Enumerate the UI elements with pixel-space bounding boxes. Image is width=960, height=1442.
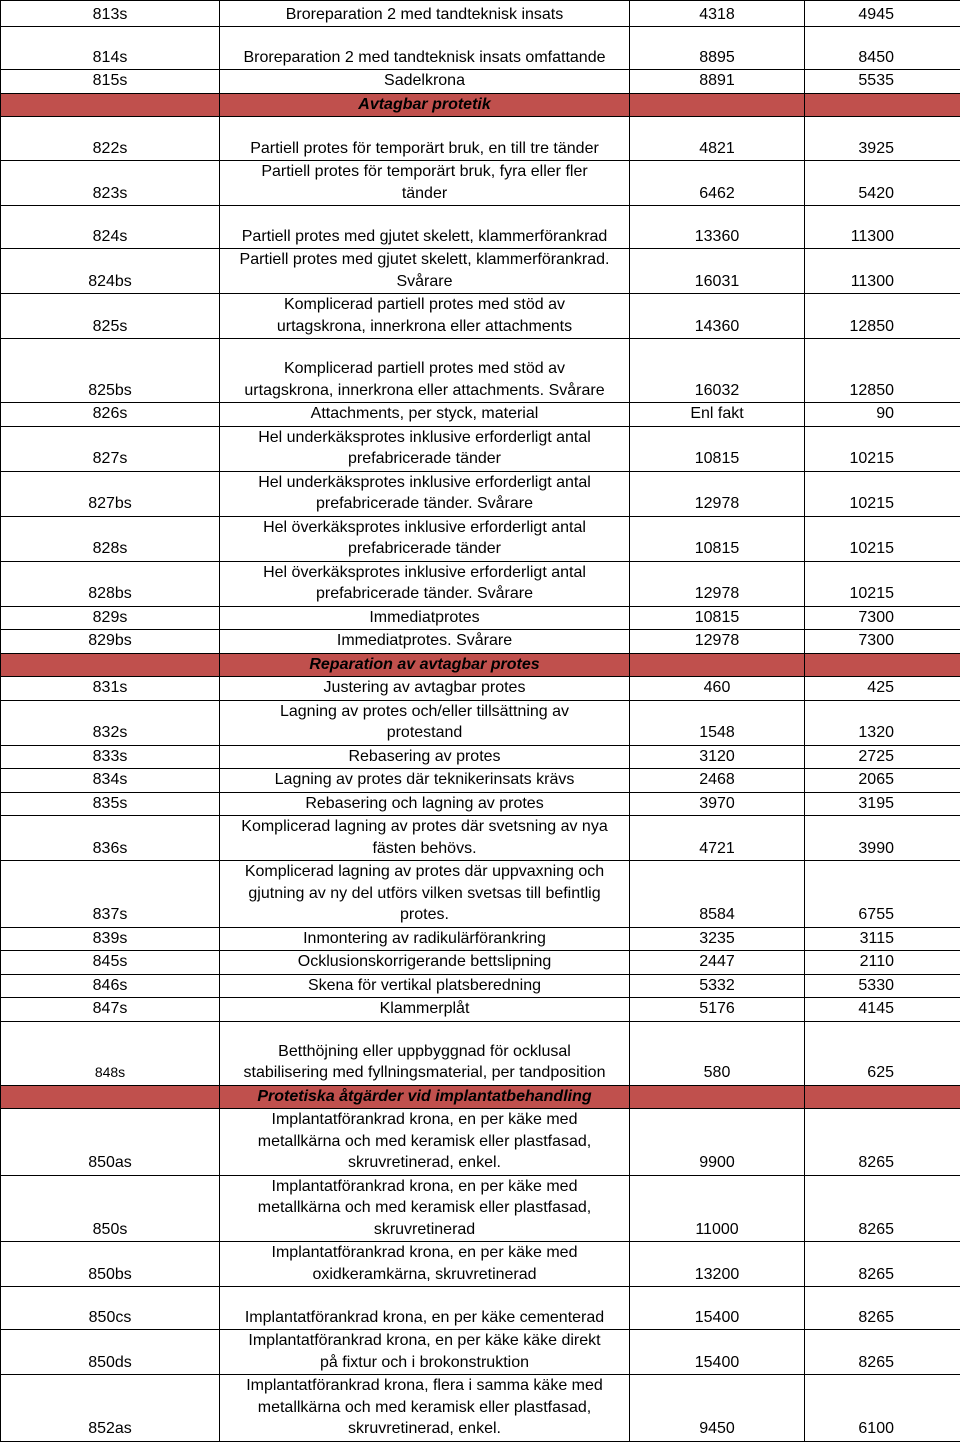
description-line: Inmontering av radikulärförankring	[223, 928, 626, 950]
reference-price-cell: 10215	[805, 426, 960, 471]
reference-price-cell: 3195	[805, 792, 960, 816]
code-cell: 828s	[1, 516, 220, 561]
description-line: Komplicerad partiell protes med stöd av	[223, 294, 626, 316]
code-cell: 829bs	[1, 630, 220, 654]
price-cell: 16032	[630, 339, 805, 403]
description-line: oxidkeramkärna, skruvretinerad	[223, 1264, 626, 1286]
code-cell: 827bs	[1, 471, 220, 516]
description-line: Partiell protes för temporärt bruk, en till tre tänder	[223, 138, 626, 160]
section-cell-blank	[630, 1085, 805, 1109]
description-line: skruvretinerad, enkel.	[223, 1418, 626, 1440]
section-cell-blank	[1, 653, 220, 677]
reference-price-cell: 11300	[805, 249, 960, 294]
description-line: Justering av avtagbar protes	[223, 677, 626, 699]
description-cell	[220, 1, 630, 27]
description-line: Partiell protes med gjutet skelett, klammerförankrad	[223, 226, 626, 248]
description-line: Broreparation 2 med tandteknisk insats	[223, 4, 626, 26]
section-cell-blank	[1, 1085, 220, 1109]
section-cell-blank	[805, 653, 960, 677]
price-cell: 2447	[630, 951, 805, 975]
description-line: Hel underkäksprotes inklusive erforderligt antal	[223, 427, 626, 449]
description-line: fästen behövs.	[223, 838, 626, 860]
price-cell: 15400	[630, 1287, 805, 1330]
description-line: urtagskrona, innerkrona eller attachments	[223, 316, 626, 338]
description-line: protestand	[223, 722, 626, 744]
description-cell	[220, 70, 630, 94]
description-cell	[220, 998, 630, 1022]
price-cell: 8891	[630, 70, 805, 94]
price-cell: 5176	[630, 998, 805, 1022]
code-cell: 834s	[1, 769, 220, 793]
section-header-row	[1, 93, 960, 117]
description-cell	[220, 1375, 630, 1442]
table-row	[1, 1287, 960, 1330]
code-cell: 837s	[1, 861, 220, 928]
reference-price-cell: 3925	[805, 117, 960, 161]
section-header-row	[1, 1085, 960, 1109]
table-row	[1, 516, 960, 561]
section-cell-blank	[1, 93, 220, 117]
table-row	[1, 606, 960, 630]
code-cell: 848s	[1, 1021, 220, 1085]
description-line: prefabricerade tänder. Svårare	[223, 493, 626, 515]
table-row	[1, 1330, 960, 1375]
table-row	[1, 161, 960, 206]
description-line: Hel överkäksprotes inklusive erforderligt antal	[223, 562, 626, 584]
description-line: Implantatförankrad krona, en per käke med	[223, 1109, 626, 1131]
table-row	[1, 426, 960, 471]
description-cell	[220, 951, 630, 975]
description-cell	[220, 27, 630, 70]
description-cell	[220, 117, 630, 161]
description-cell	[220, 294, 630, 339]
code-cell: 839s	[1, 927, 220, 951]
description-line: Attachments, per styck, material	[223, 403, 626, 425]
price-cell: 3970	[630, 792, 805, 816]
table-row	[1, 117, 960, 161]
reference-price-cell: 8265	[805, 1175, 960, 1242]
description-cell	[220, 974, 630, 998]
price-table-body	[1, 1, 960, 1442]
reference-price-cell: 2725	[805, 745, 960, 769]
description-line: på fixtur och i brokonstruktion	[223, 1352, 626, 1374]
code-cell: 850s	[1, 1175, 220, 1242]
description-line: Rebasering av protes	[223, 746, 626, 768]
price-cell: 9900	[630, 1109, 805, 1176]
table-row	[1, 677, 960, 701]
table-row	[1, 1021, 960, 1085]
code-cell: 814s	[1, 27, 220, 70]
reference-price-cell: 625	[805, 1021, 960, 1085]
description-line: Immediatprotes. Svårare	[223, 630, 626, 652]
code-cell: 835s	[1, 792, 220, 816]
description-line: Hel överkäksprotes inklusive erforderligt antal	[223, 517, 626, 539]
table-row	[1, 561, 960, 606]
description-line: Komplicerad partiell protes med stöd av	[223, 358, 626, 380]
section-cell-blank	[805, 1085, 960, 1109]
code-cell: 829s	[1, 606, 220, 630]
description-cell	[220, 1330, 630, 1375]
table-row	[1, 792, 960, 816]
description-cell	[220, 927, 630, 951]
description-line: metallkärna och med keramisk eller plastfasad,	[223, 1197, 626, 1219]
reference-price-cell: 10215	[805, 471, 960, 516]
reference-price-cell: 1320	[805, 700, 960, 745]
description-cell	[220, 1175, 630, 1242]
code-cell: 836s	[1, 816, 220, 861]
description-line: Broreparation 2 med tandteknisk insats omfattande	[223, 47, 626, 69]
section-title: Avtagbar protetik	[220, 93, 630, 117]
reference-price-cell: 8265	[805, 1242, 960, 1287]
code-cell: 825s	[1, 294, 220, 339]
section-cell-blank	[630, 93, 805, 117]
table-row	[1, 1242, 960, 1287]
price-cell: 10815	[630, 606, 805, 630]
code-cell: 825bs	[1, 339, 220, 403]
price-cell: 460	[630, 677, 805, 701]
description-line: Svårare	[223, 271, 626, 293]
price-cell: 12978	[630, 630, 805, 654]
description-cell	[220, 426, 630, 471]
price-cell: 580	[630, 1021, 805, 1085]
description-line: stabilisering med fyllningsmaterial, per tandposition	[223, 1062, 626, 1084]
description-line: Implantatförankrad krona, en per käke med	[223, 1176, 626, 1198]
price-cell: Enl fakt	[630, 403, 805, 427]
reference-price-cell: 7300	[805, 606, 960, 630]
description-line: Ocklusionskorrigerande bettslipning	[223, 951, 626, 973]
reference-price-cell: 5420	[805, 161, 960, 206]
price-cell: 12978	[630, 471, 805, 516]
description-cell	[220, 161, 630, 206]
reference-price-cell: 7300	[805, 630, 960, 654]
reference-price-cell: 8450	[805, 27, 960, 70]
table-row	[1, 1375, 960, 1442]
table-row	[1, 630, 960, 654]
description-line: Lagning av protes och/eller tillsättning av	[223, 701, 626, 723]
code-cell: 824bs	[1, 249, 220, 294]
table-row	[1, 471, 960, 516]
section-header-row	[1, 653, 960, 677]
table-row	[1, 27, 960, 70]
description-cell	[220, 206, 630, 249]
description-cell	[220, 1287, 630, 1330]
description-line: Komplicerad lagning av protes där uppvaxning och	[223, 861, 626, 883]
table-row	[1, 206, 960, 249]
reference-price-cell: 6100	[805, 1375, 960, 1442]
code-cell: 833s	[1, 745, 220, 769]
table-row	[1, 816, 960, 861]
code-cell: 850bs	[1, 1242, 220, 1287]
price-cell: 4318	[630, 1, 805, 27]
table-row	[1, 70, 960, 94]
reference-price-cell: 90	[805, 403, 960, 427]
reference-price-cell: 10215	[805, 516, 960, 561]
table-row	[1, 951, 960, 975]
code-cell: 827s	[1, 426, 220, 471]
description-line: prefabricerade tänder. Svårare	[223, 583, 626, 605]
reference-price-cell: 5330	[805, 974, 960, 998]
table-row	[1, 249, 960, 294]
reference-price-cell: 12850	[805, 339, 960, 403]
price-cell: 14360	[630, 294, 805, 339]
code-cell: 822s	[1, 117, 220, 161]
description-cell	[220, 471, 630, 516]
reference-price-cell: 12850	[805, 294, 960, 339]
reference-price-cell: 425	[805, 677, 960, 701]
description-line: skruvretinerad, enkel.	[223, 1152, 626, 1174]
reference-price-cell: 8265	[805, 1287, 960, 1330]
description-line: Betthöjning eller uppbyggnad för ocklusal	[223, 1041, 626, 1063]
code-cell: 826s	[1, 403, 220, 427]
description-cell	[220, 1242, 630, 1287]
description-line: Lagning av protes där teknikerinsats krävs	[223, 769, 626, 791]
price-cell: 2468	[630, 769, 805, 793]
description-line: prefabricerade tänder	[223, 448, 626, 470]
table-row	[1, 294, 960, 339]
price-cell: 11000	[630, 1175, 805, 1242]
reference-price-cell: 3990	[805, 816, 960, 861]
description-line: gjutning av ny del utförs vilken svetsas till befintlig	[223, 883, 626, 905]
table-row	[1, 745, 960, 769]
code-cell: 845s	[1, 951, 220, 975]
description-cell	[220, 516, 630, 561]
description-line: metallkärna och med keramisk eller plastfasad,	[223, 1131, 626, 1153]
reference-price-cell: 8265	[805, 1330, 960, 1375]
code-cell: 850cs	[1, 1287, 220, 1330]
price-cell: 15400	[630, 1330, 805, 1375]
reference-price-cell: 5535	[805, 70, 960, 94]
table-row	[1, 700, 960, 745]
code-cell: 832s	[1, 700, 220, 745]
description-line: Implantatförankrad krona, en per käke med	[223, 1242, 626, 1264]
code-cell: 824s	[1, 206, 220, 249]
description-line: Partiell protes med gjutet skelett, klammerförankrad.	[223, 249, 626, 271]
code-cell: 831s	[1, 677, 220, 701]
price-cell: 16031	[630, 249, 805, 294]
description-line: skruvretinerad	[223, 1219, 626, 1241]
description-cell	[220, 745, 630, 769]
description-cell	[220, 403, 630, 427]
section-title: Protetiska åtgärder vid implantatbehandling	[220, 1085, 630, 1109]
table-row	[1, 1109, 960, 1176]
reference-price-cell: 3115	[805, 927, 960, 951]
description-line: Partiell protes för temporärt bruk, fyra eller fler	[223, 161, 626, 183]
description-cell	[220, 861, 630, 928]
description-line: Klammerplåt	[223, 998, 626, 1020]
table-row	[1, 998, 960, 1022]
price-cell: 10815	[630, 516, 805, 561]
code-cell: 815s	[1, 70, 220, 94]
code-cell: 850as	[1, 1109, 220, 1176]
description-line: Implantatförankrad krona, flera i samma käke med	[223, 1375, 626, 1397]
table-row	[1, 403, 960, 427]
description-line: tänder	[223, 183, 626, 205]
code-cell: 847s	[1, 998, 220, 1022]
price-cell: 3235	[630, 927, 805, 951]
price-cell: 6462	[630, 161, 805, 206]
description-line: Rebasering och lagning av protes	[223, 793, 626, 815]
reference-price-cell: 2110	[805, 951, 960, 975]
description-cell	[220, 339, 630, 403]
reference-price-cell: 10215	[805, 561, 960, 606]
table-row	[1, 861, 960, 928]
description-line: Skena för vertikal platsberedning	[223, 975, 626, 997]
reference-price-cell: 2065	[805, 769, 960, 793]
price-cell: 3120	[630, 745, 805, 769]
description-cell	[220, 1021, 630, 1085]
description-line: Immediatprotes	[223, 607, 626, 629]
price-cell: 1548	[630, 700, 805, 745]
description-line: metallkärna och med keramisk eller plastfasad,	[223, 1397, 626, 1419]
description-cell	[220, 700, 630, 745]
description-cell	[220, 816, 630, 861]
price-cell: 9450	[630, 1375, 805, 1442]
section-cell-blank	[630, 653, 805, 677]
reference-price-cell: 4945	[805, 1, 960, 27]
description-cell	[220, 561, 630, 606]
description-line: urtagskrona, innerkrona eller attachments. Svårare	[223, 380, 626, 402]
description-line: prefabricerade tänder	[223, 538, 626, 560]
description-cell	[220, 630, 630, 654]
price-cell: 5332	[630, 974, 805, 998]
code-cell: 813s	[1, 1, 220, 27]
description-line: Hel underkäksprotes inklusive erforderligt antal	[223, 472, 626, 494]
description-line: protes.	[223, 904, 626, 926]
table-row	[1, 1175, 960, 1242]
description-cell	[220, 792, 630, 816]
reference-price-cell: 8265	[805, 1109, 960, 1176]
table-row	[1, 1, 960, 27]
description-cell	[220, 249, 630, 294]
price-cell: 13200	[630, 1242, 805, 1287]
section-cell-blank	[805, 93, 960, 117]
code-cell: 850ds	[1, 1330, 220, 1375]
description-cell	[220, 606, 630, 630]
description-line: Komplicerad lagning av protes där svetsning av nya	[223, 816, 626, 838]
description-cell	[220, 1109, 630, 1176]
description-line: Sadelkrona	[223, 70, 626, 92]
price-cell: 10815	[630, 426, 805, 471]
table-row	[1, 769, 960, 793]
description-line: Implantatförankrad krona, en per käke käke direkt	[223, 1330, 626, 1352]
table-row	[1, 339, 960, 403]
code-cell: 823s	[1, 161, 220, 206]
price-cell: 12978	[630, 561, 805, 606]
price-cell: 4721	[630, 816, 805, 861]
section-title: Reparation av avtagbar protes	[220, 653, 630, 677]
reference-price-cell: 6755	[805, 861, 960, 928]
code-cell: 852as	[1, 1375, 220, 1442]
price-cell: 8584	[630, 861, 805, 928]
price-cell: 13360	[630, 206, 805, 249]
code-cell: 828bs	[1, 561, 220, 606]
price-cell: 4821	[630, 117, 805, 161]
description-line: Implantatförankrad krona, en per käke cementerad	[223, 1307, 626, 1329]
code-cell: 846s	[1, 974, 220, 998]
reference-price-cell: 11300	[805, 206, 960, 249]
price-cell: 8895	[630, 27, 805, 70]
reference-price-cell: 4145	[805, 998, 960, 1022]
table-row	[1, 927, 960, 951]
table-row	[1, 974, 960, 998]
description-cell	[220, 769, 630, 793]
description-cell	[220, 677, 630, 701]
